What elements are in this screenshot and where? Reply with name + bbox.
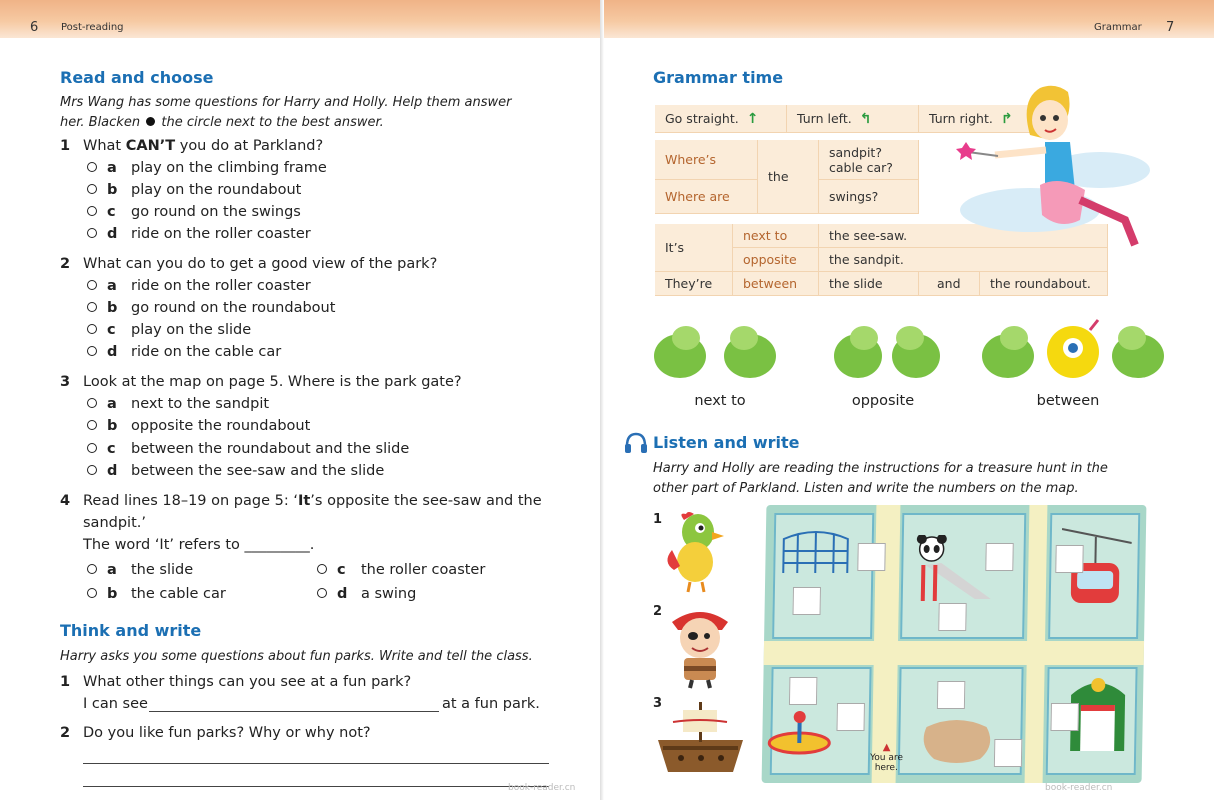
radio-circle-icon[interactable] <box>87 302 97 312</box>
grammar-text: cable car? <box>829 159 893 175</box>
option-letter: a <box>107 396 117 412</box>
right-page-number: 7 <box>1166 20 1175 35</box>
grammar-opposite <box>733 248 819 272</box>
option-text: opposite the roundabout <box>131 418 311 434</box>
option-text: between the roundabout and the slide <box>131 441 410 457</box>
q1-option-b[interactable] <box>87 182 301 198</box>
grammar-and <box>919 272 980 296</box>
answer-box[interactable] <box>857 543 885 571</box>
answer-box[interactable] <box>1055 545 1083 573</box>
answer-box[interactable] <box>938 603 966 631</box>
radio-circle-icon[interactable] <box>87 346 97 356</box>
grammar-text: and <box>937 276 961 291</box>
left-section-tag: Post-reading <box>61 22 124 33</box>
radio-circle-icon[interactable] <box>87 420 97 430</box>
map-road-vertical <box>1025 505 1048 783</box>
think-write-heading: Think and write <box>60 621 202 640</box>
roundabout-icon <box>764 711 835 757</box>
grammar-text: Where’s <box>665 152 717 167</box>
label-next-to: next to <box>694 393 746 409</box>
map-road-horizontal <box>764 641 1144 665</box>
radio-circle-icon[interactable] <box>87 588 97 598</box>
option-text: play on the slide <box>131 322 252 338</box>
q1-text-bold: CAN’T <box>125 138 176 154</box>
q4-text-bold: It <box>297 493 311 509</box>
option-text: play on the roundabout <box>131 182 302 198</box>
picture-number-1: 1 <box>653 512 663 527</box>
q4-option-c[interactable] <box>317 562 485 578</box>
option-letter: a <box>107 160 117 176</box>
pirate-ship-illustration <box>653 700 748 780</box>
grammar-the <box>758 140 819 214</box>
turn-right-arrow-icon: ↱ <box>1000 110 1013 127</box>
page-gutter <box>600 0 604 800</box>
marker-triangle-icon: ▲ <box>882 742 891 753</box>
grammar-where-is <box>655 140 758 180</box>
grammar-direction-straight <box>655 105 787 133</box>
q2-option-c[interactable] <box>87 322 251 338</box>
q2-text: What can you do to get a good view of the park? <box>83 256 438 272</box>
option-text: the cable car <box>131 586 226 602</box>
answer-box[interactable] <box>985 543 1013 571</box>
option-letter: d <box>107 226 118 242</box>
listen-write-instruction-2: other part of Parkland. Listen and write the numbers on the map. <box>653 481 1079 496</box>
grammar-text: sandpit? <box>829 144 882 160</box>
grammar-text: the sandpit. <box>829 252 904 267</box>
climbing-frame-icon <box>779 529 852 575</box>
q4-text-part: Read lines 18–19 on page 5: ‘ <box>83 493 298 509</box>
q4-text-part: ’s opposite the see-saw and the <box>310 493 542 509</box>
grammar-between <box>733 272 819 296</box>
think-write-instruction: Harry asks you some questions about fun parks. Write and tell the class. <box>60 649 533 664</box>
grammar-the-slide <box>819 272 919 296</box>
grammar-text: It’s <box>665 240 685 255</box>
q2-number: 2 <box>60 256 71 272</box>
grammar-text: opposite <box>743 252 797 267</box>
option-letter: c <box>107 322 116 338</box>
grammar-text: the roundabout. <box>990 276 1091 291</box>
grammar-text: swings? <box>829 189 879 204</box>
label-opposite: opposite <box>851 393 915 409</box>
option-letter: d <box>107 463 118 479</box>
option-letter: d <box>107 344 118 360</box>
listen-write-instruction-1: Harry and Holly are reading the instructions for a treasure hunt in the <box>653 461 1108 476</box>
answer-box[interactable] <box>1050 703 1078 731</box>
grammar-text: the see-saw. <box>829 228 908 243</box>
radio-circle-icon[interactable] <box>87 564 97 574</box>
cable-car-icon <box>1060 523 1132 623</box>
q2-option-b[interactable] <box>87 300 335 316</box>
q2-option-d[interactable] <box>87 344 281 360</box>
fairy-illustration <box>950 80 1160 260</box>
grammar-swings <box>819 180 919 214</box>
listen-write-heading: Listen and write <box>653 433 800 452</box>
tw-q1-text: What other things can you see at a fun park? <box>83 674 412 690</box>
arrow-up-icon: ↑ <box>746 110 759 127</box>
grammar-text: next to <box>743 228 788 243</box>
turn-left-arrow-icon: ↰ <box>859 110 872 127</box>
picture-number-2: 2 <box>653 604 663 619</box>
radio-circle-icon[interactable] <box>87 443 97 453</box>
option-letter: c <box>337 562 346 578</box>
q1-text-part: What <box>83 138 126 154</box>
grammar-time-heading: Grammar time <box>653 68 784 87</box>
answer-box[interactable] <box>994 739 1022 767</box>
grammar-direction-left <box>787 105 919 133</box>
rooster-illustration <box>660 510 730 595</box>
option-text: go round on the roundabout <box>131 300 336 316</box>
read-choose-instruction-2 <box>60 113 384 133</box>
tw-q2-number: 2 <box>60 725 71 741</box>
radio-circle-icon[interactable] <box>87 324 97 334</box>
you-are-here-marker <box>870 743 903 773</box>
park-map <box>762 505 1147 783</box>
radio-circle-icon[interactable] <box>87 228 97 238</box>
answer-box[interactable] <box>789 677 817 705</box>
tw-q2-text: Do you like fun parks? Why or why not? <box>83 725 371 741</box>
option-letter: a <box>107 562 117 578</box>
radio-circle-icon[interactable] <box>317 564 327 574</box>
option-text: next to the sandpit <box>131 396 270 412</box>
grammar-where-is-objects <box>819 140 919 180</box>
radio-circle-icon[interactable] <box>87 280 97 290</box>
you-are-here-text: here. <box>874 763 898 773</box>
option-letter: b <box>107 300 118 316</box>
radio-circle-icon[interactable] <box>87 465 97 475</box>
q4-option-d[interactable] <box>317 586 416 602</box>
radio-circle-icon[interactable] <box>87 206 97 216</box>
grammar-text: Where are <box>665 189 730 204</box>
filled-circle-icon <box>146 117 155 126</box>
option-letter: c <box>107 204 116 220</box>
q4-option-a[interactable] <box>87 562 193 578</box>
option-text: play on the climbing frame <box>131 160 327 176</box>
q4-number: 4 <box>60 493 71 509</box>
direction-text: Go straight. <box>665 111 739 126</box>
radio-circle-icon[interactable] <box>87 398 97 408</box>
q1-text-part: you do at Parkland? <box>175 138 324 154</box>
you-are-here-text: You are <box>869 753 904 763</box>
q1-text <box>83 138 323 154</box>
read-choose-heading: Read and choose <box>60 68 214 87</box>
q4-text-line3: The word ‘It’ refers to _________. <box>83 537 315 553</box>
grammar-its <box>655 224 733 272</box>
tw-q2-answer-line[interactable] <box>83 786 549 787</box>
q1-option-c[interactable] <box>87 204 301 220</box>
q4-option-b[interactable] <box>87 586 226 602</box>
option-letter: a <box>107 278 117 294</box>
radio-circle-icon[interactable] <box>87 184 97 194</box>
q3-text: Look at the map on page 5. Where is the park gate? <box>83 374 462 390</box>
option-text: ride on the cable car <box>131 344 282 360</box>
answer-box[interactable] <box>836 703 864 731</box>
option-letter: c <box>107 441 116 457</box>
direction-text: Turn left. <box>797 111 852 126</box>
option-text: ride on the roller coaster <box>131 278 311 294</box>
q4-text-line2: sandpit.’ <box>83 515 146 531</box>
instruction-text: her. Blacken <box>60 115 141 130</box>
q2-option-a[interactable] <box>87 278 311 294</box>
direction-text: Turn right. <box>929 111 993 126</box>
q1-option-d[interactable] <box>87 226 311 242</box>
grammar-text: the slide <box>829 276 883 291</box>
answer-box[interactable] <box>937 681 965 709</box>
q3-option-b[interactable] <box>87 418 310 434</box>
grammar-text: They’re <box>665 276 713 291</box>
grammar-the-roundabout <box>980 272 1108 296</box>
tw-q1-answer-end: at a fun park. <box>442 696 540 712</box>
option-text: go round on the swings <box>131 204 301 220</box>
q3-option-a[interactable] <box>87 396 269 412</box>
option-text: between the see-saw and the slide <box>131 463 385 479</box>
q3-number: 3 <box>60 374 71 390</box>
option-text: the roller coaster <box>361 562 486 578</box>
sandpit-icon <box>920 715 995 765</box>
watermark: book-reader.cn <box>508 783 576 793</box>
option-letter: b <box>107 182 118 198</box>
option-letter: d <box>337 586 348 602</box>
tw-q1-number: 1 <box>60 674 71 690</box>
grammar-next-to <box>733 224 819 248</box>
radio-circle-icon[interactable] <box>317 588 327 598</box>
q3-option-c[interactable] <box>87 441 409 457</box>
option-text: ride on the roller coaster <box>131 226 311 242</box>
instruction-text: the circle next to the best answer. <box>161 115 384 130</box>
headphones-icon <box>624 432 648 454</box>
left-page-number: 6 <box>30 20 39 35</box>
q4-text <box>83 493 542 509</box>
read-choose-instruction-1: Mrs Wang has some questions for Harry and Holly. Help them answer <box>60 95 512 110</box>
tw-q2-answer-line[interactable] <box>83 763 549 764</box>
parrots-illustration <box>638 318 1168 393</box>
answer-box[interactable] <box>793 587 821 615</box>
right-section-tag: Grammar <box>1094 22 1142 33</box>
tw-q1-answer-start: I can see <box>83 696 148 712</box>
grammar-text: between <box>743 276 798 291</box>
option-text: the slide <box>131 562 194 578</box>
q3-option-d[interactable] <box>87 463 384 479</box>
pirate-illustration <box>660 600 740 690</box>
q1-option-a[interactable] <box>87 160 327 176</box>
watermark: book-reader.cn <box>1045 783 1113 793</box>
grammar-where-are <box>655 180 758 214</box>
radio-circle-icon[interactable] <box>87 162 97 172</box>
option-letter: b <box>107 586 118 602</box>
picture-number-3: 3 <box>653 696 663 711</box>
panda-slide-icon <box>905 535 996 605</box>
label-between: between <box>1036 393 1100 409</box>
tw-q1-answer-line[interactable] <box>149 711 439 712</box>
grammar-theyre <box>655 272 733 296</box>
q1-number: 1 <box>60 138 71 154</box>
option-letter: b <box>107 418 118 434</box>
option-text: a swing <box>361 586 417 602</box>
grammar-text: the <box>768 169 789 184</box>
